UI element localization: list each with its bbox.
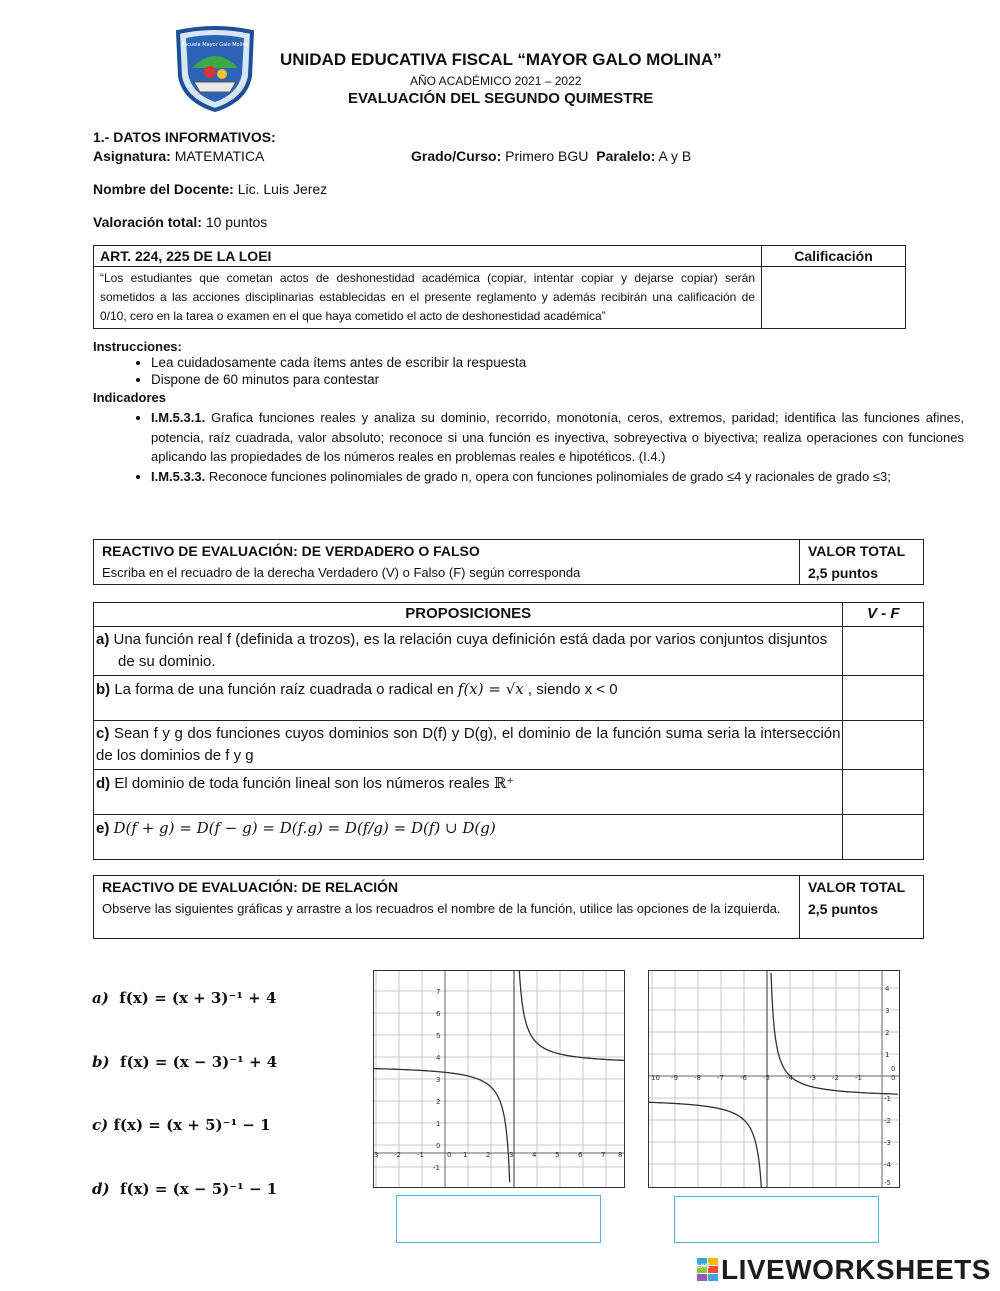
x-tick-label: -4 bbox=[786, 1074, 793, 1082]
vf-answer-e[interactable] bbox=[843, 815, 924, 860]
indicator-item bbox=[151, 408, 964, 467]
proposition-letter: c) bbox=[96, 725, 110, 742]
x-tick-label: 0 bbox=[891, 1074, 896, 1082]
y-tick-label: 5 bbox=[436, 1032, 441, 1040]
relation-heading: REACTIVO DE EVALUACIÓN: DE RELACIÓN bbox=[94, 876, 800, 899]
y-tick-label: 2 bbox=[885, 1029, 890, 1037]
x-tick-label: -6 bbox=[740, 1074, 747, 1082]
instructions-list bbox=[93, 355, 951, 388]
option-formula: f(x) = (x − 3)⁻¹ + 4 bbox=[120, 1053, 278, 1071]
relation-section-table bbox=[93, 875, 924, 939]
indicator-code: I.M.5.3.3. bbox=[151, 468, 206, 484]
indicator-item bbox=[151, 467, 964, 487]
x-tick-label: -3 bbox=[809, 1074, 816, 1082]
x-tick-label: 6 bbox=[578, 1151, 583, 1159]
proposition-formula: D(f + g) = D(f − g) = D(f.g) = D(f/g) = D(f) ∪ D(g) bbox=[113, 819, 496, 837]
total-value: 10 puntos bbox=[205, 214, 268, 230]
y-tick-label: -3 bbox=[884, 1139, 891, 1147]
graph-1 bbox=[373, 970, 625, 1188]
x-tick-label: 2 bbox=[486, 1151, 491, 1159]
proposition-d bbox=[94, 770, 843, 815]
x-tick-label: -1 bbox=[855, 1074, 862, 1082]
subject-value: MATEMATICA bbox=[174, 148, 265, 164]
proposition-a bbox=[94, 627, 843, 676]
tf-value-heading: VALOR TOTAL bbox=[800, 540, 924, 563]
academic-year: AÑO ACADÉMICO 2021 – 2022 bbox=[410, 74, 582, 88]
liveworksheets-logo bbox=[697, 1254, 997, 1288]
x-tick-label: -8 bbox=[694, 1074, 701, 1082]
parallel-label: Paralelo: bbox=[596, 148, 656, 164]
x-tick-label: 8 bbox=[618, 1151, 623, 1159]
parallel-value: A y B bbox=[658, 148, 692, 164]
proposition-e bbox=[94, 815, 843, 860]
relation-value-heading: VALOR TOTAL bbox=[800, 876, 924, 899]
logo-small-text: LIVE bbox=[697, 1264, 711, 1270]
vf-answer-c[interactable] bbox=[843, 721, 924, 770]
graph-2 bbox=[648, 970, 900, 1188]
proposition-letter: e) bbox=[96, 820, 110, 837]
graph-1-curve-left bbox=[374, 1069, 510, 1183]
tf-section-table bbox=[93, 539, 924, 585]
loei-table bbox=[93, 245, 906, 329]
grade-line bbox=[411, 148, 691, 164]
x-tick-label: 7 bbox=[601, 1151, 606, 1159]
proposition-formula: f(x) = √x bbox=[457, 680, 524, 698]
instruction-item: • Dispone de 60 minutos para contestar bbox=[151, 372, 951, 389]
graph-1-curve-right bbox=[519, 971, 624, 1061]
proposition-formula: ℝ⁺ bbox=[493, 774, 515, 792]
x-tick-label: -1 bbox=[417, 1151, 424, 1159]
grade-label: Grado/Curso: bbox=[411, 148, 502, 164]
function-option-d[interactable] bbox=[92, 1180, 277, 1198]
total-line bbox=[93, 214, 267, 230]
drop-zone-graph-1[interactable] bbox=[396, 1195, 601, 1243]
indicators-heading: Indicadores bbox=[93, 390, 166, 405]
propositions-heading: PROPOSICIONES bbox=[94, 603, 843, 627]
teacher-value: Lic. Luis Jerez bbox=[237, 181, 328, 197]
x-tick-label: -5 bbox=[763, 1074, 770, 1082]
y-tick-label: -5 bbox=[884, 1179, 891, 1187]
school-crest bbox=[172, 26, 258, 112]
section-info-title: 1.- DATOS INFORMATIVOS: bbox=[93, 129, 276, 145]
y-tick-label: 1 bbox=[885, 1051, 890, 1059]
graph-1-grid bbox=[374, 971, 624, 1187]
function-option-a[interactable] bbox=[92, 989, 276, 1007]
y-tick-label: 4 bbox=[885, 985, 890, 993]
x-tick-label: 1 bbox=[463, 1151, 468, 1159]
indicator-text: Reconoce funciones polinomiales de grado n, opera con funciones polinomiales de grado ≤4 y racionales de grado ≤3; bbox=[205, 468, 891, 484]
propositions-table bbox=[93, 602, 924, 860]
option-letter: d) bbox=[92, 1180, 110, 1198]
y-tick-label: -2 bbox=[884, 1117, 891, 1125]
function-option-b[interactable] bbox=[92, 1053, 277, 1071]
proposition-letter: a) bbox=[96, 631, 110, 648]
proposition-letter: d) bbox=[96, 775, 111, 792]
proposition-c bbox=[94, 721, 843, 770]
x-tick-label: 10 bbox=[651, 1074, 660, 1082]
teacher-line bbox=[93, 181, 327, 197]
x-tick-label: 4 bbox=[532, 1151, 537, 1159]
option-formula: f(x) = (x + 5)⁻¹ − 1 bbox=[113, 1116, 271, 1134]
x-tick-label: -2 bbox=[394, 1151, 401, 1159]
subject-line bbox=[93, 148, 264, 164]
proposition-text: El dominio de toda función lineal son los números reales bbox=[110, 775, 494, 792]
x-tick-label: -7 bbox=[717, 1074, 724, 1082]
proposition-b bbox=[94, 676, 843, 721]
indicator-text: Grafica funciones reales y analiza su dominio, recorrido, monotonía, ceros, extremos, paridad; identifica las funciones afines, potencia, raíz cuadrada, valor absoluto; reconoce si una función es inyectiva, sobreyectiva o biyectiva; realiza operaciones con funciones aplicando las propiedades de los números reales en problemas reales e hipotéticos. (I.4.) bbox=[151, 410, 964, 464]
proposition-text: Una función real f (definida a trozos), es la relación cuya definición está dada por varios conjuntos disjuntos de su dominio. bbox=[109, 631, 828, 670]
option-formula: f(x) = (x − 5)⁻¹ − 1 bbox=[120, 1180, 278, 1198]
total-label: Valoración total: bbox=[93, 214, 202, 230]
relation-value: 2,5 puntos bbox=[800, 898, 924, 939]
relation-instruction: Observe las siguientes gráficas y arrastre a los recuadros el nombre de la función, utilice las opciones de la izquierda. bbox=[94, 898, 800, 939]
drop-zone-graph-2[interactable] bbox=[674, 1196, 879, 1243]
x-tick-label: -2 bbox=[832, 1074, 839, 1082]
crest-text: Escuela Mayor Galo Molina bbox=[181, 42, 249, 48]
tf-heading: REACTIVO DE EVALUACIÓN: DE VERDADERO O FALSO bbox=[94, 540, 800, 563]
brand-name: LIVEWORKSHEETS bbox=[721, 1254, 991, 1285]
vf-answer-a[interactable] bbox=[843, 627, 924, 676]
indicators-list bbox=[93, 408, 964, 486]
vf-answer-b[interactable] bbox=[843, 676, 924, 721]
y-tick-label: 0 bbox=[891, 1065, 896, 1073]
x-tick-label: 3 bbox=[374, 1151, 379, 1159]
y-tick-label: 7 bbox=[436, 988, 441, 996]
x-tick-label: 3 bbox=[509, 1151, 514, 1159]
option-letter: b) bbox=[92, 1053, 110, 1071]
instructions-heading: Instrucciones: bbox=[93, 339, 182, 354]
y-tick-label: -4 bbox=[884, 1161, 891, 1169]
proposition-text: Sean f y g dos funciones cuyos dominios son D(f) y D(g), el dominio de la función suma seria la intersección de los dominios de f y g bbox=[96, 725, 841, 764]
loei-text: “Los estudiantes que cometan actos de deshonestidad académica (copiar, intentar copiar y dejarse copiar) serán sometidos a las acciones disciplinarias establecidas en el presente reglamento y además recibirán una calificación de 0/10, cero en la tarea o examen en el que haya cometido el acto de deshonestidad académica” bbox=[94, 267, 762, 329]
grade-value: Primero BGU bbox=[505, 148, 589, 164]
y-tick-label: 0 bbox=[436, 1142, 441, 1150]
x-tick-label: 5 bbox=[555, 1151, 560, 1159]
option-letter: a) bbox=[92, 989, 109, 1007]
proposition-suffix: , siendo x < 0 bbox=[523, 681, 618, 698]
y-tick-label: 1 bbox=[436, 1120, 441, 1128]
indicator-code: I.M.5.3.1. bbox=[151, 410, 206, 425]
y-tick-label: 3 bbox=[436, 1076, 441, 1084]
vf-heading: V - F bbox=[843, 603, 924, 627]
school-name: UNIDAD EDUCATIVA FISCAL “MAYOR GALO MOLINA” bbox=[280, 50, 722, 69]
grade-box[interactable] bbox=[762, 267, 906, 329]
y-tick-label: 3 bbox=[885, 1007, 890, 1015]
proposition-text: La forma de una función raíz cuadrada o radical en bbox=[110, 681, 458, 698]
tf-value: 2,5 puntos bbox=[800, 562, 924, 585]
exam-title: EVALUACIÓN DEL SEGUNDO QUIMESTRE bbox=[348, 90, 654, 107]
x-tick-label: 0 bbox=[447, 1151, 452, 1159]
y-tick-label: -1 bbox=[433, 1164, 440, 1172]
y-tick-label: 4 bbox=[436, 1054, 441, 1062]
tf-instruction: Escriba en el recuadro de la derecha Verdadero (V) o Falso (F) según corresponda bbox=[94, 562, 800, 585]
y-tick-label: 6 bbox=[436, 1010, 441, 1018]
logo-blocks-icon bbox=[697, 1258, 719, 1282]
y-tick-label: -1 bbox=[884, 1095, 891, 1103]
option-letter: c) bbox=[92, 1116, 109, 1134]
instruction-item: • Lea cuidadosamente cada ítems antes de escribir la respuesta bbox=[151, 355, 951, 372]
option-formula: f(x) = (x + 3)⁻¹ + 4 bbox=[119, 989, 277, 1007]
function-option-c[interactable] bbox=[92, 1116, 271, 1134]
x-tick-label: -9 bbox=[671, 1074, 678, 1082]
subject-label: Asignatura: bbox=[93, 148, 171, 164]
vf-answer-d[interactable] bbox=[843, 770, 924, 815]
grade-heading: Calificación bbox=[762, 246, 906, 267]
loei-heading: ART. 224, 225 DE LA LOEI bbox=[94, 246, 762, 267]
teacher-label: Nombre del Docente: bbox=[93, 181, 234, 197]
proposition-letter: b) bbox=[96, 681, 111, 698]
y-tick-label: 2 bbox=[436, 1098, 441, 1106]
